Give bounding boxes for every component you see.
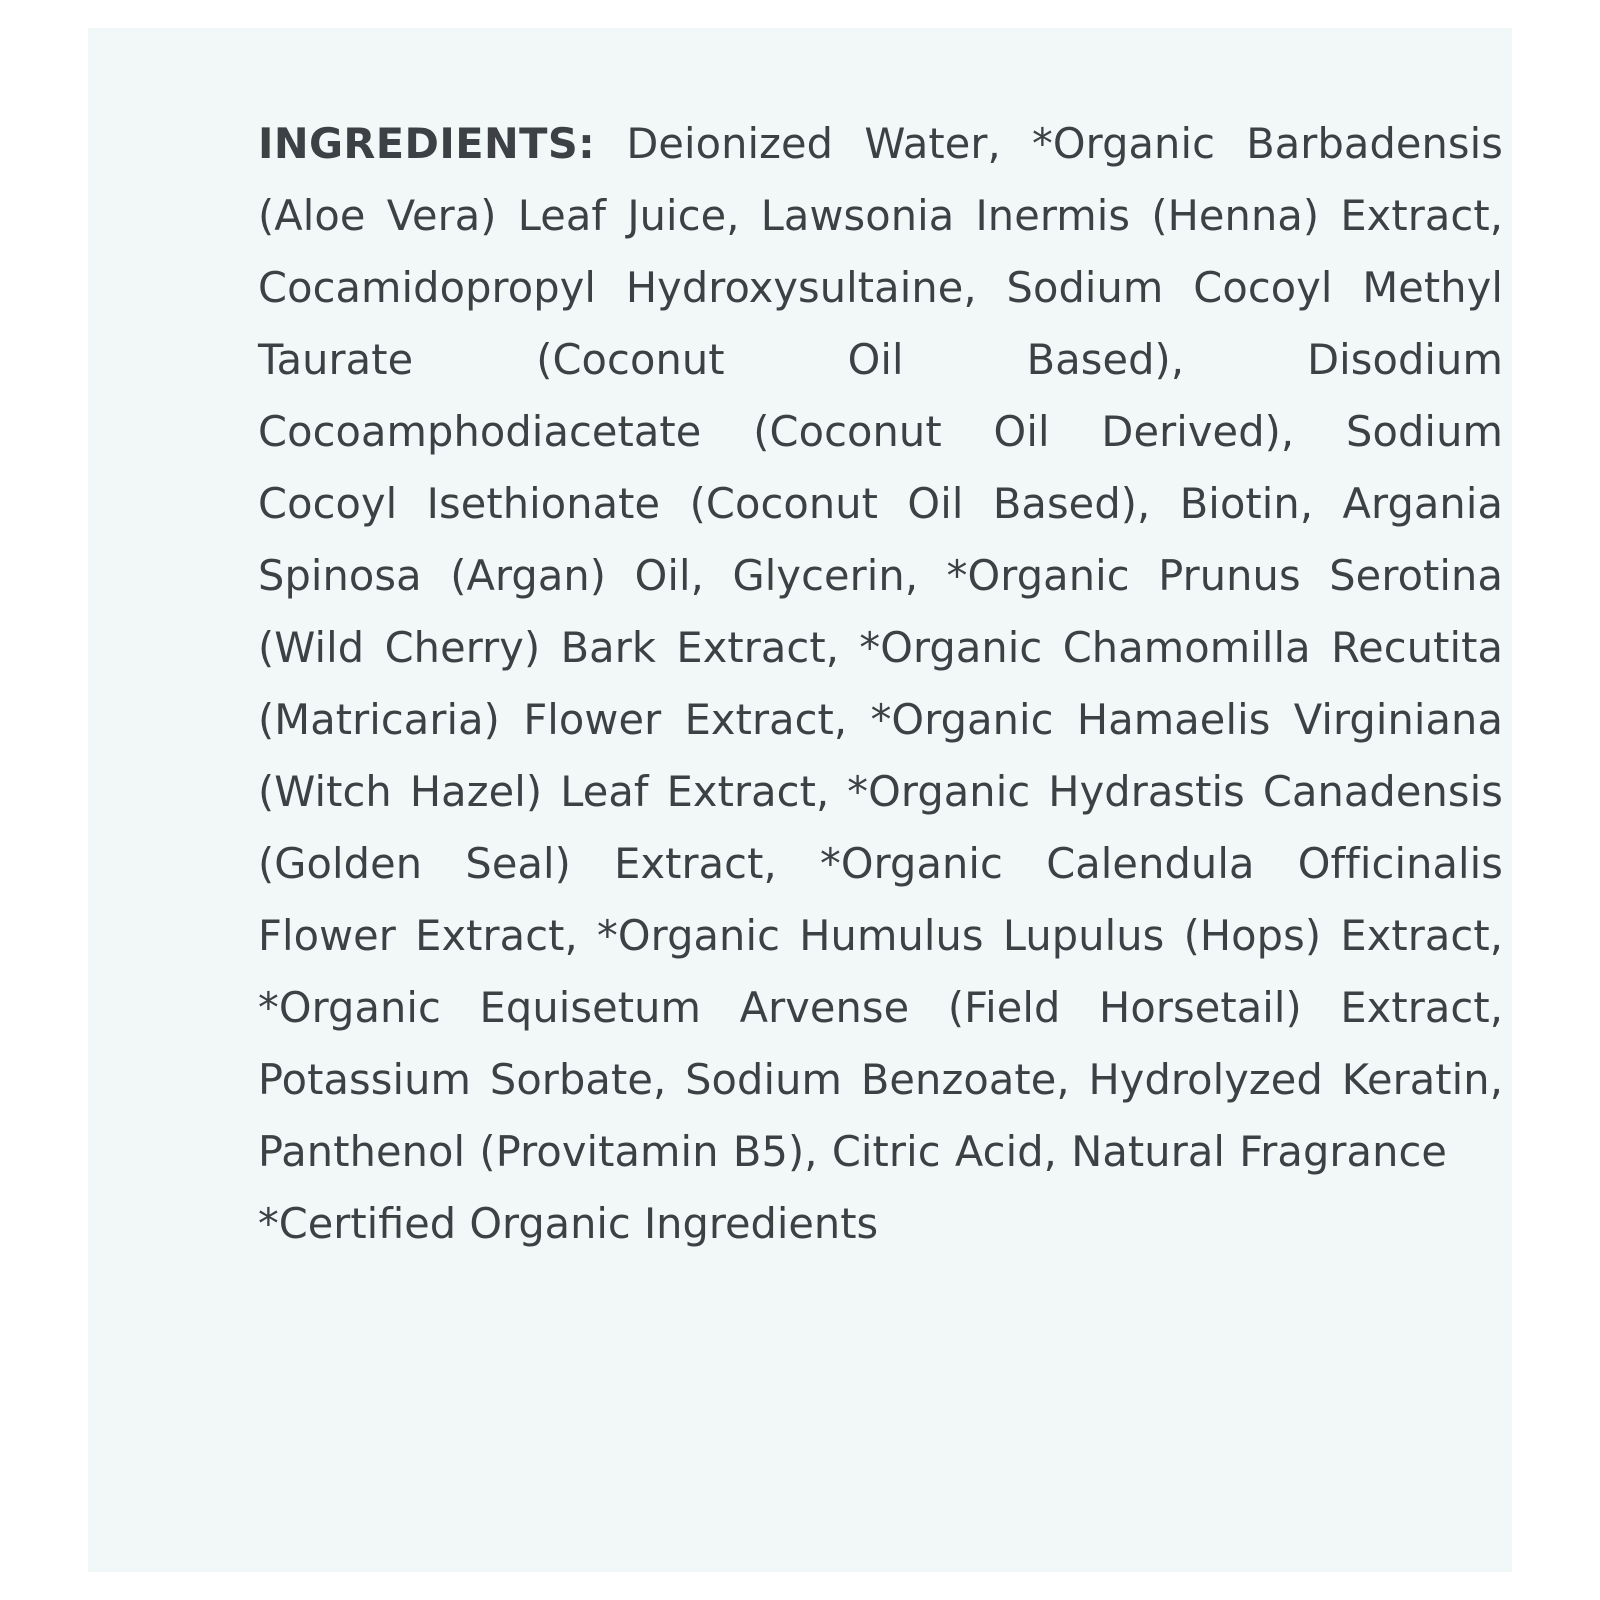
ingredients-text: Deionized Water, *Organic Barbadensis (Aloe Vera) Leaf Juice, Lawsonia Inermis (Henna) Extract, Cocamidopropyl Hydroxysultaine, Sodium Cocoyl Methyl Taurate (Coconut Oil Based), Disodium Cocoamphodiacetate (Coconut Oil Derived), Sodium Cocoyl Isethionate (Coconut Oil Based), Biotin, Argania Spinosa (Argan) Oil, Glycerin, *Organic Prunus Serotina (Wild Cherry) Bark Extract, *Organic Chamomilla Recutita (Matricaria) Flower Extract, *Organic Hamaelis Virginiana (Witch Hazel) Leaf Extract, *Organic Hydrastis Canadensis (Golden Seal) Extract, *Organic Calendula Officinalis Flower Extract, *Organic Humulus Lupulus (Hops) Extract, *Organic Equisetum Arvense (Field Horsetail) Extract, Potassium Sorbate, Sodium Benzoate, Hydrolyzed Keratin, Panthenol (Provitamin B5), Citric Acid, Natural Fragrance <box>258 119 1503 1176</box>
ingredients-heading: INGREDIENTS: <box>258 119 596 168</box>
product-label-panel <box>88 28 1512 1572</box>
ingredients-block <box>258 108 1503 1260</box>
ingredients-paragraph <box>258 108 1503 1188</box>
organic-footnote: *Certified Organic Ingredients <box>258 1199 879 1248</box>
